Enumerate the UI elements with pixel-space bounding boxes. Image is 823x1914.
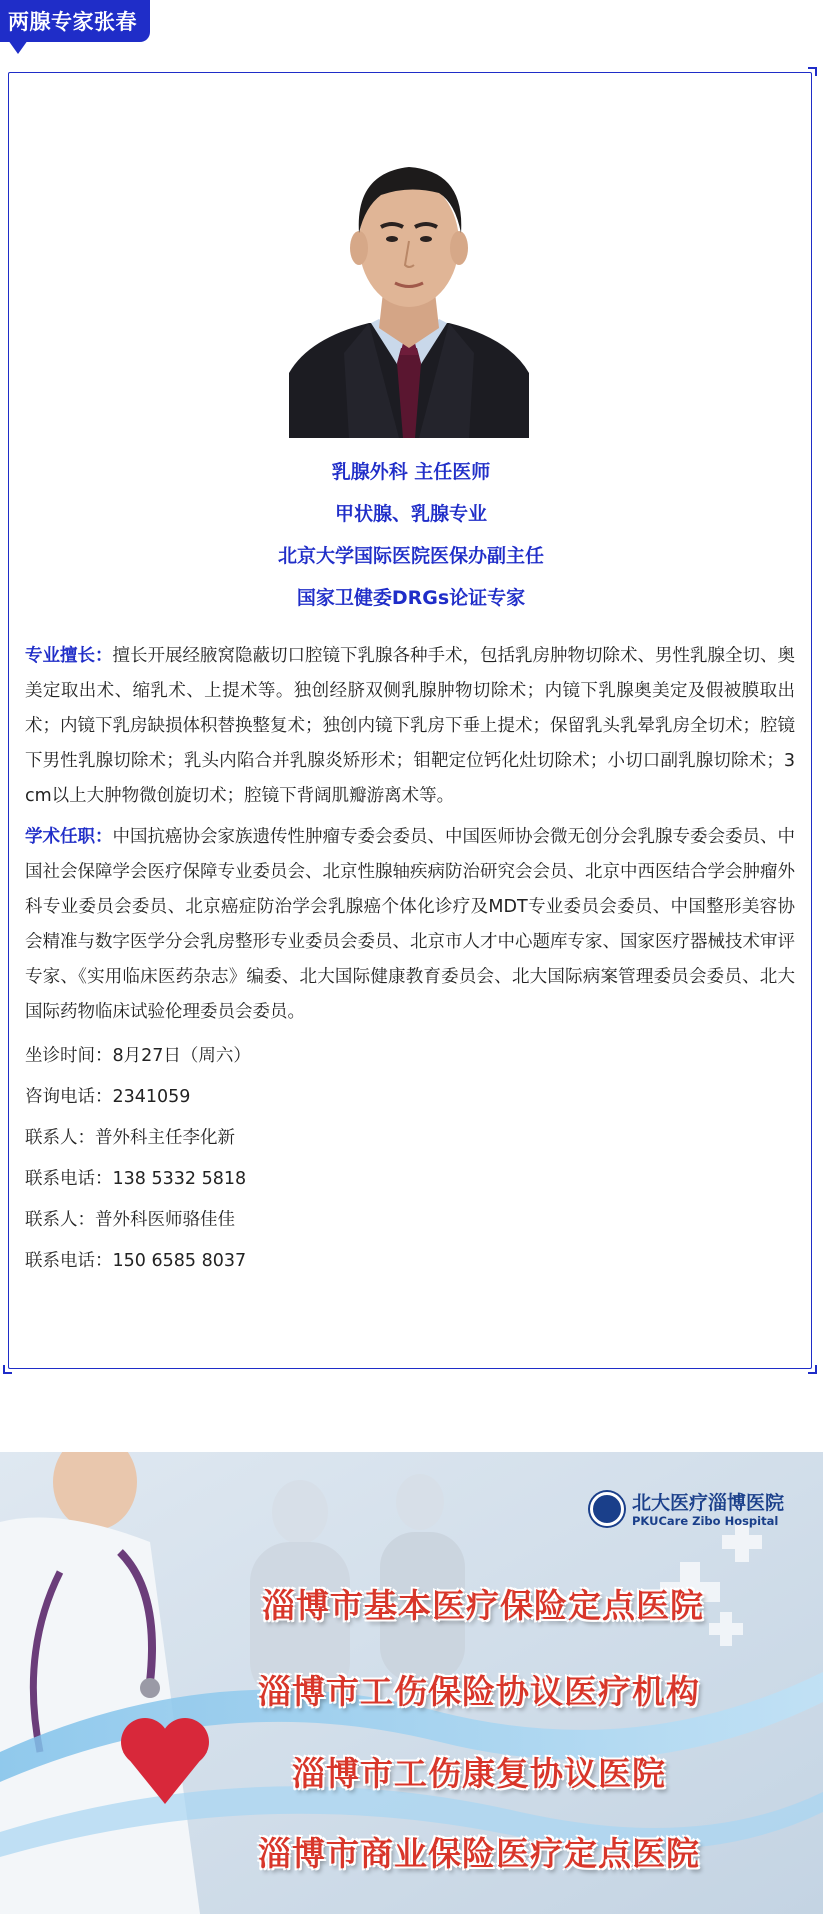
contact-phone-1: 联系电话：138 5332 5818 — [25, 1169, 247, 1189]
doctor-title-2: 甲状腺、乳腺专业 — [334, 503, 487, 525]
doctor-title-4: 国家卫健委DRGs论证专家 — [296, 587, 526, 609]
specialty-label: 专业擅长： — [25, 646, 113, 666]
doctor-title-1: 乳腺外科 主任医师 — [331, 461, 491, 483]
doctor-portrait-image — [289, 123, 529, 438]
doctor-title-3: 北京大学国际医院医保办副主任 — [277, 545, 544, 567]
academic-text: 中国抗癌协会家族遗传性肿瘤专委会委员、中国医师协会微无创分会乳腺专委会委员、中国社会保障学会医疗保障专业委员会、北京性腺轴疾病防治研究会会员、北京中西医结合学会肿瘤外科专业委员会委员、北京癌症防治学会乳腺癌个体化诊疗及MDT专业委员会委员、中国整形美容协会精准与数字医学分会乳房整形专业委员会委员、北京市人才中心题库专家、国家医疗器械技术审评专家、《实用临床医药杂志》编委、北大国际健康教育委员会、北大国际病案管理委员会委员、北大国际药物临床试验伦理委员会委员。 — [25, 827, 795, 1022]
card-corner-top-right — [808, 67, 817, 76]
specialty-text: 擅长开展经腋窝隐蔽切口腔镜下乳腺各种手术，包括乳房肿物切除术、男性乳腺全切、奥美定取出术、缩乳术、上提术等。独创经脐双侧乳腺肿物切除术；内镜下乳腺奥美定及假被膜取出术；内镜下乳房缺损体积替换整复术；独创内镜下乳房下垂上提术；保留乳头乳晕乳房全切术；腔镜下男性乳腺切除术；乳头内陷合并乳腺炎矫形术；钼靶定位钙化灶切除术；小切口副乳腺切除术；3cm以上大肿物微创旋切术；腔镜下背阔肌瓣游离术等。 — [25, 646, 795, 806]
profile-body — [25, 639, 795, 1282]
academic-label: 学术任职： — [25, 827, 113, 847]
hospital-logo — [590, 1488, 790, 1538]
clinic-time: 坐诊时间：8月27日（周六） — [25, 1046, 251, 1066]
card-corner-bottom-left — [3, 1365, 12, 1374]
hospital-banner — [0, 1452, 823, 1914]
hospital-logo-icon — [590, 1492, 624, 1526]
slogan-3: 淄博市工伤康复协议医院 — [292, 1754, 666, 1793]
contact-person-1: 联系人：普外科主任李化新 — [25, 1128, 235, 1148]
section-tag: 两腺专家张春 — [0, 0, 150, 42]
hospital-logo-en: PKUCare Zibo Hospital — [632, 1514, 779, 1528]
slogan-2: 淄博市工伤保险协议医疗机构 — [258, 1672, 700, 1711]
doctor-portrait — [289, 123, 529, 438]
academic-paragraph — [25, 820, 795, 1030]
contact-phone-2: 联系电话：150 6585 8037 — [25, 1251, 247, 1271]
card-corner-bottom-right — [808, 1365, 817, 1374]
section-tag-tail — [8, 40, 28, 54]
consult-phone: 咨询电话：2341059 — [25, 1087, 191, 1107]
contact-person-2: 联系人：普外科医师骆佳佳 — [25, 1210, 235, 1230]
slogan-1: 淄博市基本医疗保险定点医院 — [262, 1586, 704, 1625]
hospital-logo-cn: 北大医疗淄博医院 — [632, 1492, 785, 1514]
slogan-4: 淄博市商业保险医疗定点医院 — [258, 1834, 700, 1873]
doctor-titles — [9, 451, 813, 619]
specialty-paragraph — [25, 639, 795, 814]
